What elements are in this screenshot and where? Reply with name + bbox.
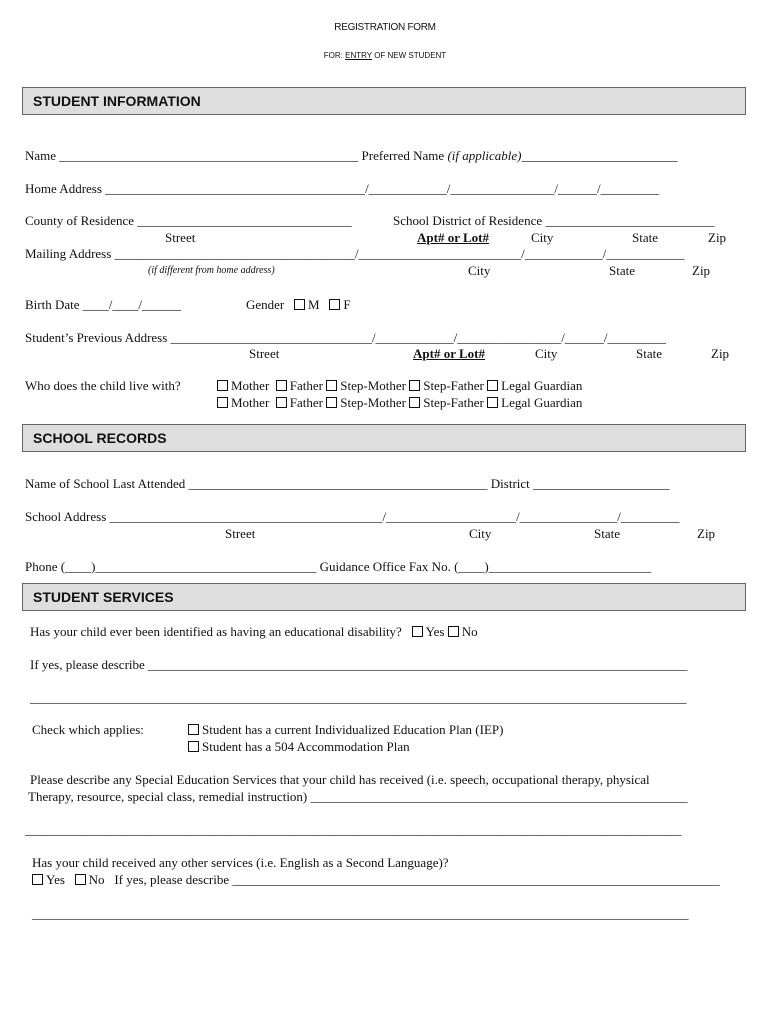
home-address-field[interactable]: Home Address ________________________________________/____________/________________/______/_________	[25, 181, 660, 196]
mailing-note: (if different from home address)	[148, 265, 275, 276]
zip-label: Zip	[708, 230, 727, 245]
father-checkbox-2[interactable]	[276, 397, 287, 408]
lives-with-label: Who does the child live with?	[25, 378, 181, 393]
mailing-city-label: City	[468, 263, 491, 278]
birth-date-field[interactable]: Birth Date ____/____/______	[25, 297, 181, 312]
check-applies-label: Check which applies:	[32, 722, 144, 737]
state-label: State	[632, 230, 658, 245]
mailing-state-label: State	[609, 263, 635, 278]
lives-with-row-1: Mother Father Step-Mother Step-Father Legal Guardian	[217, 378, 582, 394]
disability-yes-checkbox[interactable]	[412, 626, 423, 637]
mother-checkbox-2[interactable]	[217, 397, 228, 408]
legal-guardian-checkbox-2[interactable]	[487, 397, 498, 408]
father-checkbox[interactable]	[276, 380, 287, 391]
gender-group	[246, 297, 351, 313]
for-rest: OF NEW STUDENT	[371, 51, 447, 60]
other-yes-checkbox[interactable]	[32, 874, 43, 885]
plan-504-checkbox[interactable]	[188, 741, 199, 752]
prev-street-label: Street	[249, 346, 280, 361]
section-student-services	[22, 583, 746, 611]
name-field[interactable]: Name ______________________________________________ Preferred Name (if applicable)________________________	[25, 148, 678, 163]
gender-label: Gender	[246, 297, 285, 312]
iep-checkbox[interactable]	[188, 724, 199, 735]
other-services-question: Has your child received any other services (i.e. English as a Second Language)?	[32, 855, 449, 870]
step-father-checkbox-2[interactable]	[409, 397, 420, 408]
disability-question: Has your child ever been identified as having an educational disability? Yes No	[30, 624, 478, 639]
form-title: REGISTRATION FORM	[334, 22, 436, 33]
step-father-checkbox[interactable]	[409, 380, 420, 391]
school-address-field[interactable]: School Address __________________________________________/____________________/_______________/_________	[25, 509, 680, 524]
mailing-address-field[interactable]: Mailing Address _____________________________________/_________________________/____________/____________	[25, 246, 685, 261]
county-field[interactable]: County of Residence _________________________________	[25, 213, 352, 228]
preferred-note: (if applicable)	[447, 148, 522, 163]
section-heading: STUDENT SERVICES	[33, 589, 174, 605]
blank-line-2[interactable]: _____________________________________________________________________________________________________	[25, 822, 682, 837]
section-school-records	[22, 424, 746, 452]
city-label: City	[531, 230, 554, 245]
blank-line-1[interactable]: _____________________________________________________________________________________________________	[30, 690, 687, 705]
school-state-label: State	[594, 526, 620, 541]
special-ed-question: Please describe any Special Education Services that your child has received (i.e. speech, occupational therapy, physical	[30, 772, 650, 787]
section-heading: SCHOOL RECORDS	[33, 430, 167, 446]
mother-checkbox[interactable]	[217, 380, 228, 391]
legal-guardian-checkbox[interactable]	[487, 380, 498, 391]
form-subtitle	[0, 51, 770, 60]
street-label: Street	[165, 230, 196, 245]
prev-zip-label: Zip	[711, 346, 730, 361]
section-student-information	[22, 87, 746, 115]
other-if-yes-field[interactable]: If yes, please describe ___________________________________________________________________________	[114, 872, 720, 887]
gender-m-label: M	[308, 297, 320, 312]
gender-m-checkbox[interactable]	[294, 299, 305, 310]
school-city-label: City	[469, 526, 492, 541]
prev-apt-label: Apt# or Lot#	[413, 346, 485, 361]
gender-f-label: F	[343, 297, 351, 312]
school-district-field[interactable]: School District of Residence __________________________	[393, 213, 715, 228]
if-yes-describe-field[interactable]: If yes, please describe ___________________________________________________________________________________	[30, 657, 688, 672]
special-ed-field[interactable]: Therapy, resource, special class, remedial instruction) __________________________________________________________	[28, 789, 688, 804]
mailing-zip-label: Zip	[692, 263, 711, 278]
last-school-field[interactable]: Name of School Last Attended ______________________________________________ District _____________________	[25, 476, 670, 491]
entry-word: ENTRY	[345, 51, 372, 60]
school-zip-label: Zip	[697, 526, 716, 541]
step-mother-checkbox[interactable]	[326, 380, 337, 391]
section-heading: STUDENT INFORMATION	[33, 93, 201, 109]
lives-with-row-2: Mother Father Step-Mother Step-Father Legal Guardian	[217, 395, 582, 411]
other-services-answer: Yes No If yes, please describe ___________________________________________________________________________	[32, 872, 720, 888]
prev-state-label: State	[636, 346, 662, 361]
plan-504-option: Student has a 504 Accommodation Plan	[188, 739, 410, 755]
school-street-label: Street	[225, 526, 256, 541]
iep-option: Student has a current Individualized Education Plan (IEP)	[188, 722, 503, 738]
blank-line-3[interactable]: _____________________________________________________________________________________________________	[32, 906, 689, 921]
step-mother-checkbox-2[interactable]	[326, 397, 337, 408]
phone-fax-field[interactable]: Phone (____)__________________________________ Guidance Office Fax No. (____)_________________________	[25, 559, 652, 574]
apt-label: Apt# or Lot#	[417, 230, 489, 245]
for-label: FOR:	[323, 51, 346, 60]
disability-no-checkbox[interactable]	[448, 626, 459, 637]
gender-f-checkbox[interactable]	[329, 299, 340, 310]
previous-address-field[interactable]: Student’s Previous Address _______________________________/____________/________________/______/_________	[25, 330, 666, 345]
other-no-checkbox[interactable]	[75, 874, 86, 885]
prev-city-label: City	[535, 346, 558, 361]
